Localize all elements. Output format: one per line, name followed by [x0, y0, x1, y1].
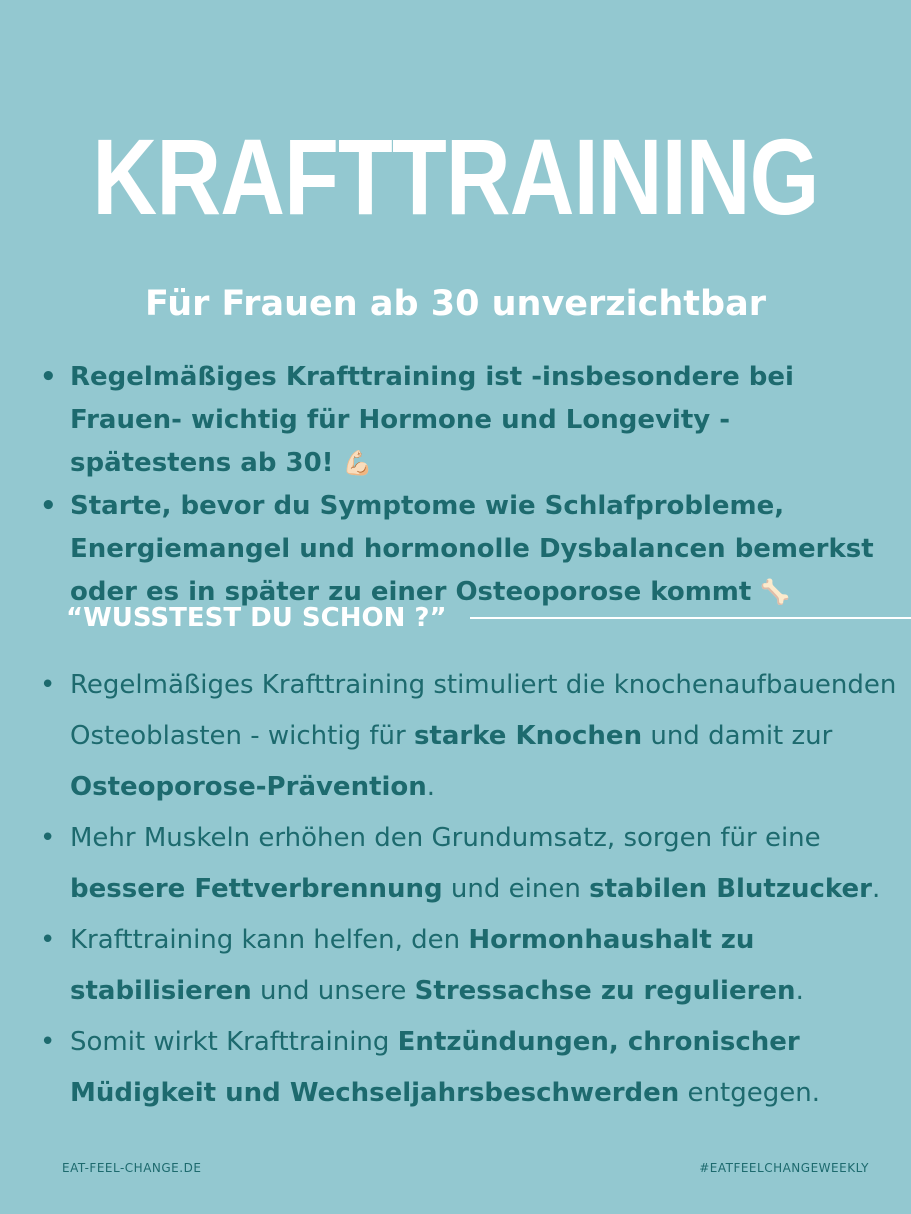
fact-text: und damit zur [642, 721, 833, 751]
fact-highlight: starke Knochen [413, 721, 643, 751]
intro-item [40, 485, 900, 614]
bone-icon: 🦴 [760, 578, 791, 606]
fact-text: und unsere [251, 976, 415, 1006]
section-divider [470, 617, 911, 619]
fact-text: entgegen. [679, 1078, 820, 1108]
bullet-icon: • [40, 670, 56, 700]
page-subtitle: Für Frauen ab 30 unverzichtbar [145, 284, 766, 324]
intro-item [40, 356, 900, 485]
intro-text: Starte, bevor du Symptome wie Schlafprobleme, Energiemangel und hormonolle Dysbalancen bemerkst oder es in später zu einer Osteoporose kommt [70, 491, 874, 607]
website-footer: EAT-FEEL-CHANGE.DE [62, 1161, 202, 1175]
intro-text: Regelmäßiges Krafttraining ist -insbesondere bei Frauen- wichtig für Hormone und Longevity - spätestens ab 30! [70, 362, 794, 478]
fact-text: Somit wirkt Krafttraining [70, 1027, 398, 1057]
flexed-biceps-icon: 💪🏻 [342, 449, 373, 477]
fact-highlight: Osteoporose-Prävention [70, 772, 427, 802]
hashtag-footer: #EATFEELCHANGEWEEKLY [699, 1161, 869, 1175]
fact-item [40, 813, 900, 915]
fact-text: Krafttraining kann helfen, den [70, 925, 469, 955]
bullet-icon: • [40, 823, 56, 853]
fact-highlight: stabilen Blutzucker [589, 874, 872, 904]
bullet-icon: • [40, 925, 56, 955]
fact-text: Regelmäßiges Krafttraining stimuliert die knochenaufbauenden Osteoblasten - wichtig für [70, 670, 897, 751]
fact-item [40, 915, 900, 1017]
bullet-icon: • [40, 362, 57, 392]
fact-highlight: bessere Fettverbrennung [70, 874, 443, 904]
page-title: KRAFTTRAINING [92, 116, 819, 237]
fact-text: und einen [442, 874, 590, 904]
fact-text: Mehr Muskeln erhöhen den Grundumsatz, sorgen für eine [70, 823, 821, 853]
fact-text: . [871, 874, 881, 904]
fact-text: . [426, 772, 436, 802]
bullet-icon: • [40, 1027, 56, 1057]
fact-highlight: Hormonhaushalt zu stabilisieren [70, 925, 755, 1006]
fact-item [40, 660, 900, 813]
fact-item [40, 1017, 900, 1119]
section-heading: “WUSSTEST DU SCHON ?” [66, 603, 447, 633]
fact-text: . [795, 976, 804, 1006]
fact-highlight: Stressachse zu regulieren [414, 976, 796, 1006]
fact-highlight: Entzündungen, chronischer Müdigkeit und Wechseljahrsbeschwerden [70, 1027, 800, 1108]
bullet-icon: • [40, 491, 57, 521]
intro-list [40, 356, 900, 614]
facts-list [40, 660, 900, 1119]
